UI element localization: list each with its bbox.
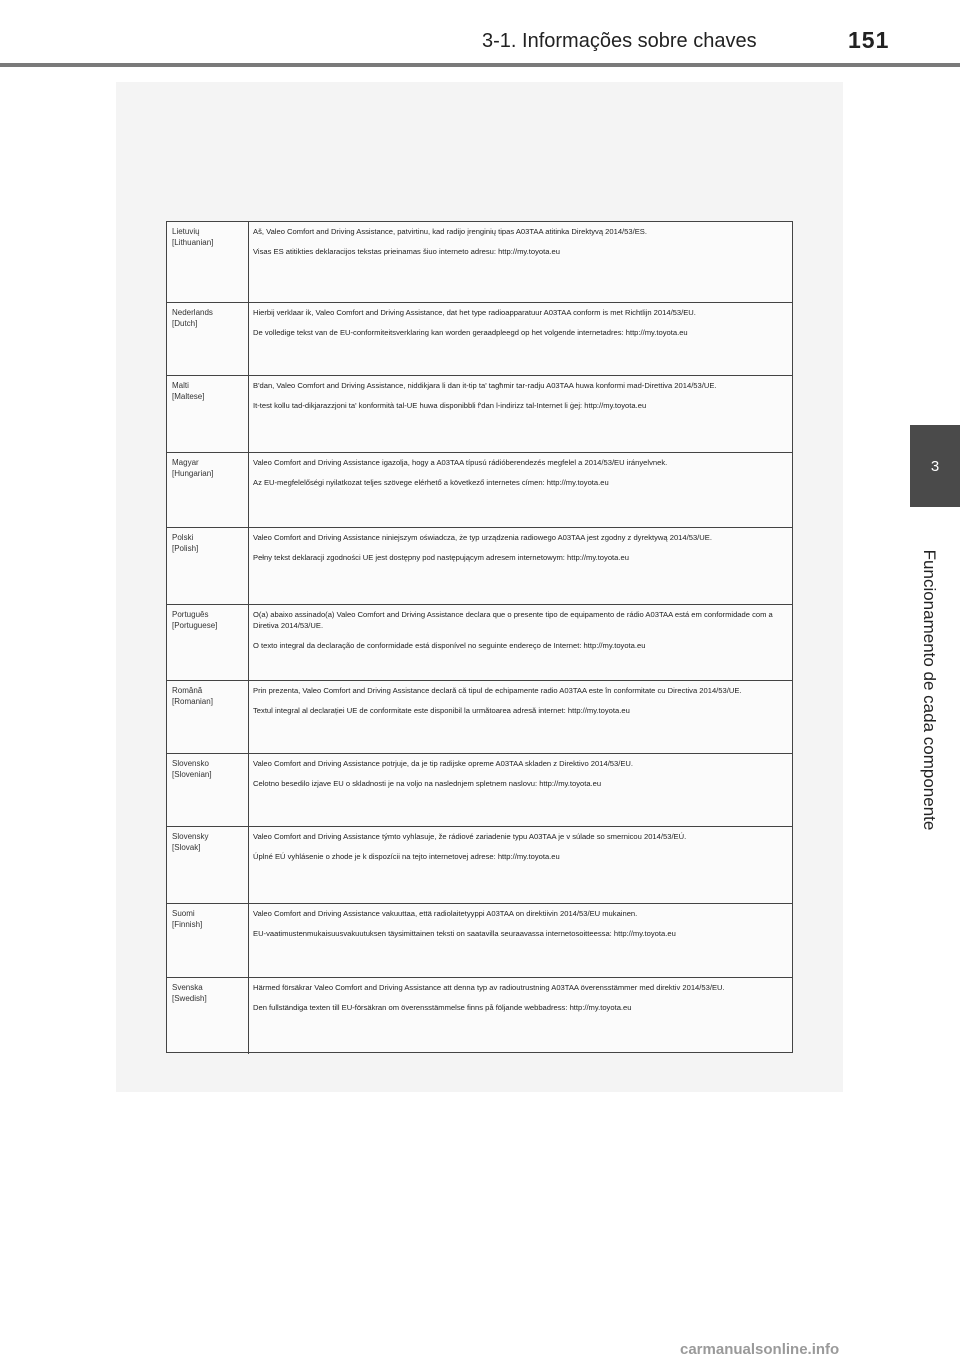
column-divider [248,681,249,753]
language-english: [Hungarian] [172,469,214,478]
language-name: Magyar [172,458,199,467]
language-name: Română [172,686,203,695]
declaration-address: O texto integral da declaração de conformidade está disponível no seguinte endereço de Internet: http://my.toyota.eu [253,641,646,650]
language-english: [Slovenian] [172,770,212,779]
language-cell [172,307,244,329]
language-name: Nederlands [172,308,213,317]
column-divider [248,978,249,1054]
language-english: [Polish] [172,544,199,553]
language-english: [Slovak] [172,843,201,852]
declaration-cell [253,982,786,1022]
page-header [0,0,960,66]
declaration-statement: B'dan, Valeo Comfort and Driving Assistance, niddikjara li dan it-tip ta' tagħmir tar-radju A03TAA huwa konformi mad-Direttiva 2014/53/UE. [253,381,717,390]
declaration-cell [253,380,786,420]
declaration-cell [253,457,786,497]
declaration-cell [253,307,786,347]
chapter-label: Funcionamento de cada componente [920,549,939,831]
table-row [167,452,792,527]
declaration-address: Den fullständiga texten till EU-försäkran om överensstämmelse finns på följande webbadress: http://my.toyota.eu [253,1003,632,1012]
column-divider [248,605,249,680]
declaration-statement: Aš, Valeo Comfort and Driving Assistance, patvirtinu, kad radijo įrenginių tipas A03TAA atitinka Direktyvą 2014/53/ES. [253,227,647,236]
footer-watermark: carmanualsonline.info [680,1341,840,1358]
language-cell [172,609,244,631]
table-row [167,302,792,375]
language-cell [172,982,244,1004]
column-divider [248,904,249,977]
header-divider [0,63,960,67]
declaration-table [166,221,793,1053]
language-name: Suomi [172,909,195,918]
column-divider [248,453,249,527]
table-row [167,604,792,680]
language-name: Lietuvių [172,227,200,236]
column-divider [248,827,249,903]
declaration-cell [253,908,786,948]
language-english: [Romanian] [172,697,213,706]
language-cell [172,685,244,707]
table-row [167,903,792,977]
table-row [167,826,792,903]
language-cell [172,457,244,479]
language-english: [Lithuanian] [172,238,214,247]
declaration-statement: Hierbij verklaar ik, Valeo Comfort and Driving Assistance, dat het type radioapparatuur A03TAA conform is met Richtlijn 2014/53/EU. [253,308,696,317]
language-english: [Dutch] [172,319,198,328]
declaration-cell [253,831,786,871]
declaration-cell [253,226,786,266]
declaration-address: Úplné EÚ vyhlásenie o zhode je k dispozícii na tejto internetovej adrese: http://my.toyota.eu [253,852,560,861]
declaration-address: Celotno besedilo izjave EU o skladnosti je na voljo na naslednjem spletnem naslovu: http://my.toyota.eu [253,779,602,788]
language-english: [Swedish] [172,994,207,1003]
language-cell [172,908,244,930]
language-name: Slovensky [172,832,209,841]
column-divider [248,528,249,604]
chapter-tab [910,425,960,507]
language-name: Polski [172,533,194,542]
section-title: 3-1. Informações sobre chaves [482,30,757,52]
language-cell [172,831,244,853]
declaration-cell [253,758,786,798]
declaration-statement: Prin prezenta, Valeo Comfort and Driving Assistance declară că tipul de echipamente radio A03TAA este în conformitate cu Directiva 2014/53/UE. [253,686,742,695]
language-english: [Portuguese] [172,621,218,630]
language-name: Slovensko [172,759,209,768]
table-row [167,527,792,604]
declaration-statement: Valeo Comfort and Driving Assistance týmto vyhlasuje, že rádiové zariadenie typu A03TAA je v súlade so smernicou 2014/53/EÚ. [253,832,687,841]
declaration-address: Az EU-megfelelőségi nyilatkozat teljes szövege elérhető a következő internetes címen: http://my.toyota.eu [253,478,609,487]
declaration-statement: Valeo Comfort and Driving Assistance potrjuje, da je tip radijske opreme A03TAA skladen z Direktivo 2014/53/EU. [253,759,634,768]
language-name: Svenska [172,983,203,992]
language-english: [Maltese] [172,392,205,401]
column-divider [248,754,249,826]
declaration-cell [253,685,786,725]
column-divider [248,376,249,452]
declaration-address: EU-vaatimustenmukaisuusvakuutuksen täysimittainen teksti on saatavilla seuraavassa internetosoitteessa: http://my.toyota.eu [253,929,676,938]
language-english: [Finnish] [172,920,203,929]
language-cell [172,532,244,554]
declaration-statement: Härmed försäkrar Valeo Comfort and Driving Assistance att denna typ av radioutrustning A03TAA överensstämmer med direktiv 2014/53/EU. [253,983,725,992]
language-cell [172,758,244,780]
chapter-number: 3 [930,457,940,475]
declaration-address: It-test kollu tad-dikjarazzjoni ta' konformità tal-UE huwa disponibbli f'dan l-indirizz tal-Internet li ġej: http://my.toyota.eu [253,401,647,410]
declaration-statement: O(a) abaixo assinado(a) Valeo Comfort and Driving Assistance declara que o presente tipo de equipamento de rádio A03TAA está em conformidade com a Diretiva 2014/53/UE. [253,610,773,630]
language-cell [172,226,244,248]
table-row [167,375,792,452]
declaration-address: De volledige tekst van de EU-conformiteitsverklaring kan worden geraadpleegd op het volgende internetadres: http://my.toyota.eu [253,328,688,337]
language-cell [172,380,244,402]
table-row [167,753,792,826]
page-number: 151 [848,27,890,53]
declaration-statement: Valeo Comfort and Driving Assistance igazolja, hogy a A03TAA típusú rádióberendezés megfelel a 2014/53/EU irányelvnek. [253,458,668,467]
declaration-cell [253,532,786,572]
declaration-statement: Valeo Comfort and Driving Assistance vakuuttaa, että radiolaitetyyppi A03TAA on direktiivin 2014/53/EU mukainen. [253,909,638,918]
declaration-cell [253,609,786,660]
column-divider [248,222,249,302]
table-row [167,222,792,302]
declaration-statement: Valeo Comfort and Driving Assistance niniejszym oświadcza, że typ urządzenia radiowego A03TAA jest zgodny z dyrektywą 2014/53/UE. [253,533,712,542]
table-row [167,977,792,1054]
language-name: Português [172,610,209,619]
declaration-address: Textul integral al declarației UE de conformitate este disponibil la următoarea adresă internet: http://my.toyota.eu [253,706,630,715]
declaration-address: Visas ES atitikties deklaracijos tekstas prieinamas šiuo interneto adresu: http://my.toyota.eu [253,247,560,256]
column-divider [248,303,249,375]
declaration-address: Pełny tekst deklaracji zgodności UE jest dostępny pod następującym adresem internetowym: http://my.toyota.eu [253,553,629,562]
language-name: Malti [172,381,189,390]
table-row [167,680,792,753]
